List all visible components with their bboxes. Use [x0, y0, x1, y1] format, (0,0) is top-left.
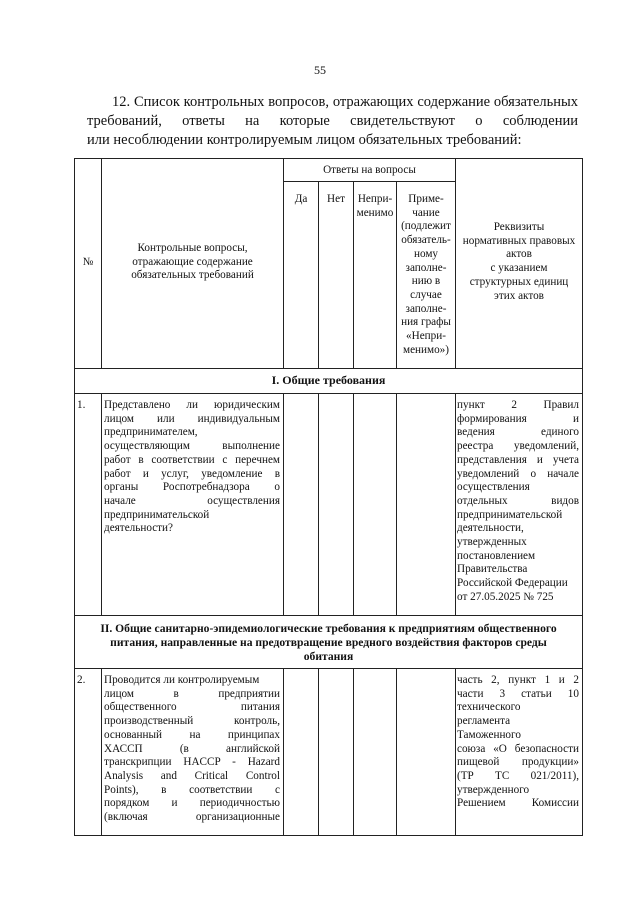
section1-bottom-border	[74, 393, 583, 394]
table-border-right	[582, 158, 583, 836]
column-divider	[283, 668, 284, 836]
header-questions: Контрольные вопросы, отражающие содержание обязательных требований	[131, 242, 254, 282]
header-note: Приме- чание (подлежит обязатель- ному заполне- нию в случае заполне- ния графы «Непри- менимо»)	[401, 193, 451, 356]
column-divider	[283, 158, 284, 369]
column-divider	[283, 393, 284, 616]
section2-bottom-border	[74, 668, 583, 669]
header-not-applicable: Непри- менимо	[356, 193, 394, 219]
intro-paragraph	[87, 93, 578, 150]
page-number: 55	[314, 63, 326, 77]
header-requisites: Реквизиты нормативных правовых актов с указанием структурных единиц этих актов	[462, 221, 576, 302]
column-divider	[101, 668, 102, 836]
column-divider	[318, 181, 319, 369]
row-question: Представлено ли юридическим лицом или индивидуальным предпринимателем, осуществляющим выполнение работ в соответствии с перечнем работ и услуг, уведомление в органы Роспотребнадзора о начале осуществления предпринимательской деятельности?	[104, 399, 280, 535]
row1-bottom-border	[74, 615, 583, 616]
header-answers-group: Ответы на вопросы	[323, 164, 416, 176]
row-question: Проводится ли контролируемым лицом в предприятии общественного питания производственный контроль, основанный на принципах ХАССП (в английской транскрипции HACCP - Hazard Analysis and Critical Control Points), в соответствии с порядком и периодичностью (включая организационные	[104, 674, 280, 824]
column-divider	[101, 393, 102, 616]
column-divider	[396, 668, 397, 836]
row-requisites: часть 2, пункт 1 и 2 части 3 статьи 10 технического регламента Таможенного союза «О безопасности пищевой продукции» (ТР ТС 021/2011), утвержденного Решением Комиссии	[457, 674, 579, 810]
column-divider	[455, 668, 456, 836]
table-border-top	[74, 158, 583, 159]
row-number: 1.	[77, 399, 86, 411]
row-requisites: пункт 2 Правил формирования и ведения единого реестра уведомлений, представления и учета уведомлений о начале осуществления отдельных видов предпринимательской деятельности, утвержденных постановлением Правительства Российской Федерации от 27.05.2025 № 725	[457, 399, 579, 603]
row-number: 2.	[77, 674, 86, 686]
header-yes: Да	[294, 193, 308, 205]
section-title: II. Общие санитарно-эпидемиологические требования к предприятиям общественного питания, направленные на предотвращение вредного воздействия факторов среды обитания	[100, 622, 557, 663]
column-divider	[318, 668, 319, 836]
column-divider	[455, 393, 456, 616]
header-number: №	[82, 256, 94, 268]
column-divider	[353, 393, 354, 616]
column-divider	[396, 393, 397, 616]
column-divider	[353, 668, 354, 836]
intro-line: требований, ответы на которые свидетельствуют о соблюдении	[87, 113, 578, 129]
section-title: I. Общие требования	[271, 373, 386, 387]
header-bottom-border	[74, 368, 583, 369]
intro-line: 12. Список контрольных вопросов, отражающих содержание обязательных	[112, 94, 578, 110]
column-divider	[318, 393, 319, 616]
table-border-bottom	[74, 835, 583, 836]
intro-line: или несоблюдении контролируемым лицом обязательных требований:	[87, 132, 522, 148]
answers-group-divider	[283, 181, 455, 182]
header-no: Нет	[327, 193, 345, 205]
